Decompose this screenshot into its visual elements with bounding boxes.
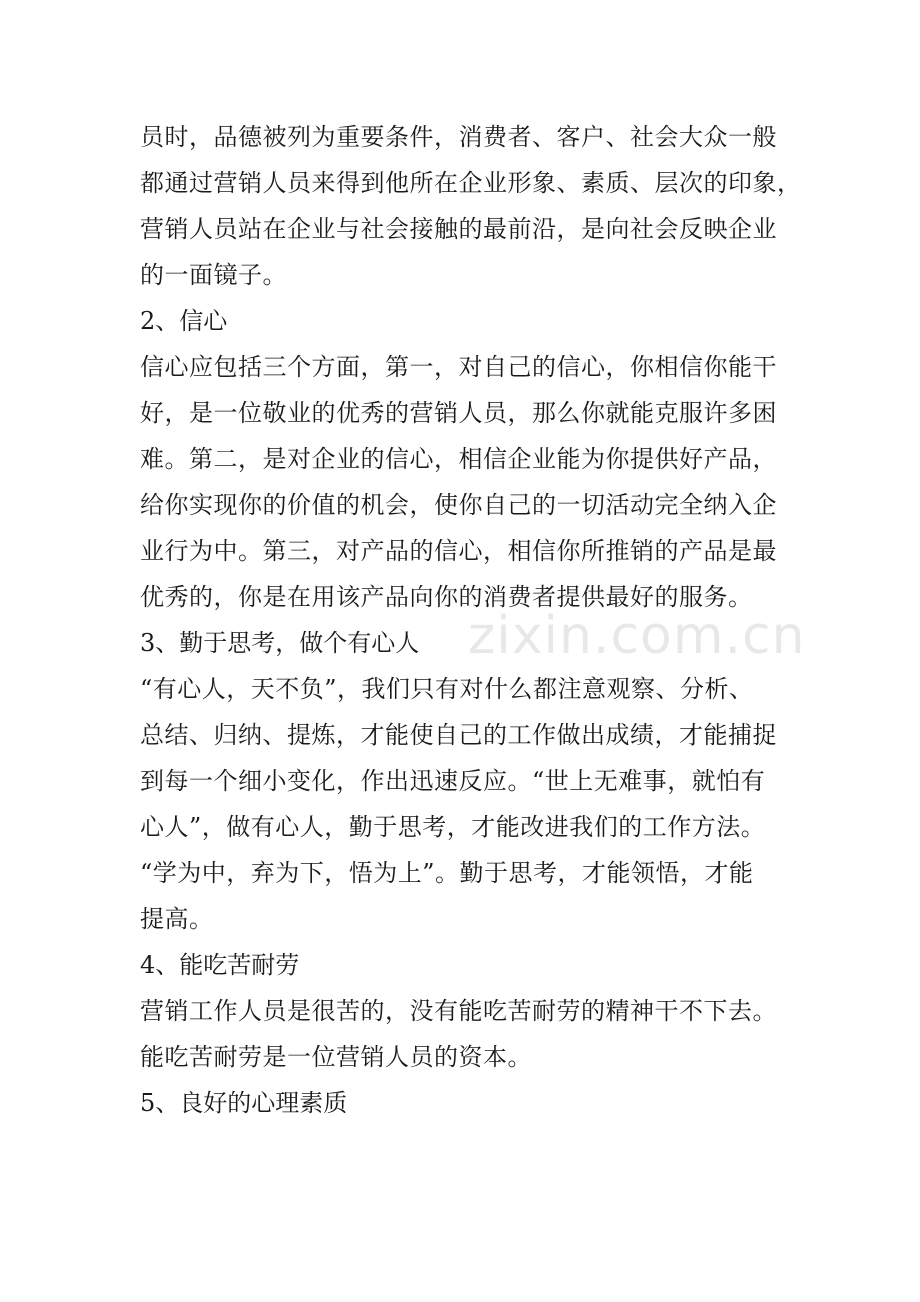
paragraph-2-line: 业行为中。第三，对产品的信心，相信你所推销的产品是最 xyxy=(140,537,777,565)
paragraph-2-line: 信心应包括三个方面，第一，对自己的信心，你相信你能干 xyxy=(140,353,777,381)
paragraph-1-line: 员时，品德被列为重要条件，消费者、客户、社会大众一般 xyxy=(140,123,777,151)
paragraph-1-line: 的一面镜子。 xyxy=(140,261,287,289)
section-heading-2: 2、信心 xyxy=(140,307,228,335)
paragraph-2-line: 难。第二，是对企业的信心，相信企业能为你提供好产品， xyxy=(140,445,777,473)
paragraph-3-line: 心人”，做有心人，勤于思考，才能改进我们的工作方法。 xyxy=(140,813,766,841)
paragraph-3-line: “有心人，天不负”，我们只有对什么都注意观察、分析、 xyxy=(140,675,754,703)
paragraph-3-line: 总结、归纳、提炼，才能使自己的工作做出成绩，才能捕捉 xyxy=(140,721,777,749)
paragraph-3-line: 到每一个细小变化，作出迅速反应。“世上无难事，就怕有 xyxy=(140,767,766,795)
paragraph-2-line: 优秀的，你是在用该产品向你的消费者提供最好的服务。 xyxy=(140,583,753,611)
section-heading-4: 4、能吃苦耐劳 xyxy=(140,951,300,979)
paragraph-4-line: 能吃苦耐劳是一位营销人员的资本。 xyxy=(140,1043,532,1071)
section-heading-3: 3、勤于思考，做个有心人 xyxy=(140,629,420,657)
document-body xyxy=(140,114,810,1126)
paragraph-3-line: “学为中，弃为下，悟为上”。勤于思考，才能领悟，才能 xyxy=(140,859,754,887)
paragraph-1-line: 营销人员站在企业与社会接触的最前沿，是向社会反映企业 xyxy=(140,215,777,243)
paragraph-2-line: 给你实现你的价值的机会，使你自己的一切活动完全纳入企 xyxy=(140,491,777,519)
watermark: zixin.com.cn xyxy=(468,606,806,666)
paragraph-2-line: 好，是一位敬业的优秀的营销人员，那么你就能克服许多困 xyxy=(140,399,777,427)
section-heading-5: 5、良好的心理素质 xyxy=(140,1089,348,1117)
paragraph-3-line: 提高。 xyxy=(140,905,214,933)
paragraph-4-line: 营销工作人员是很苦的，没有能吃苦耐劳的精神干不下去。 xyxy=(140,997,777,1025)
paragraph-1-line: 都通过营销人员来得到他所在企业形象、素质、层次的印象， xyxy=(140,169,802,197)
